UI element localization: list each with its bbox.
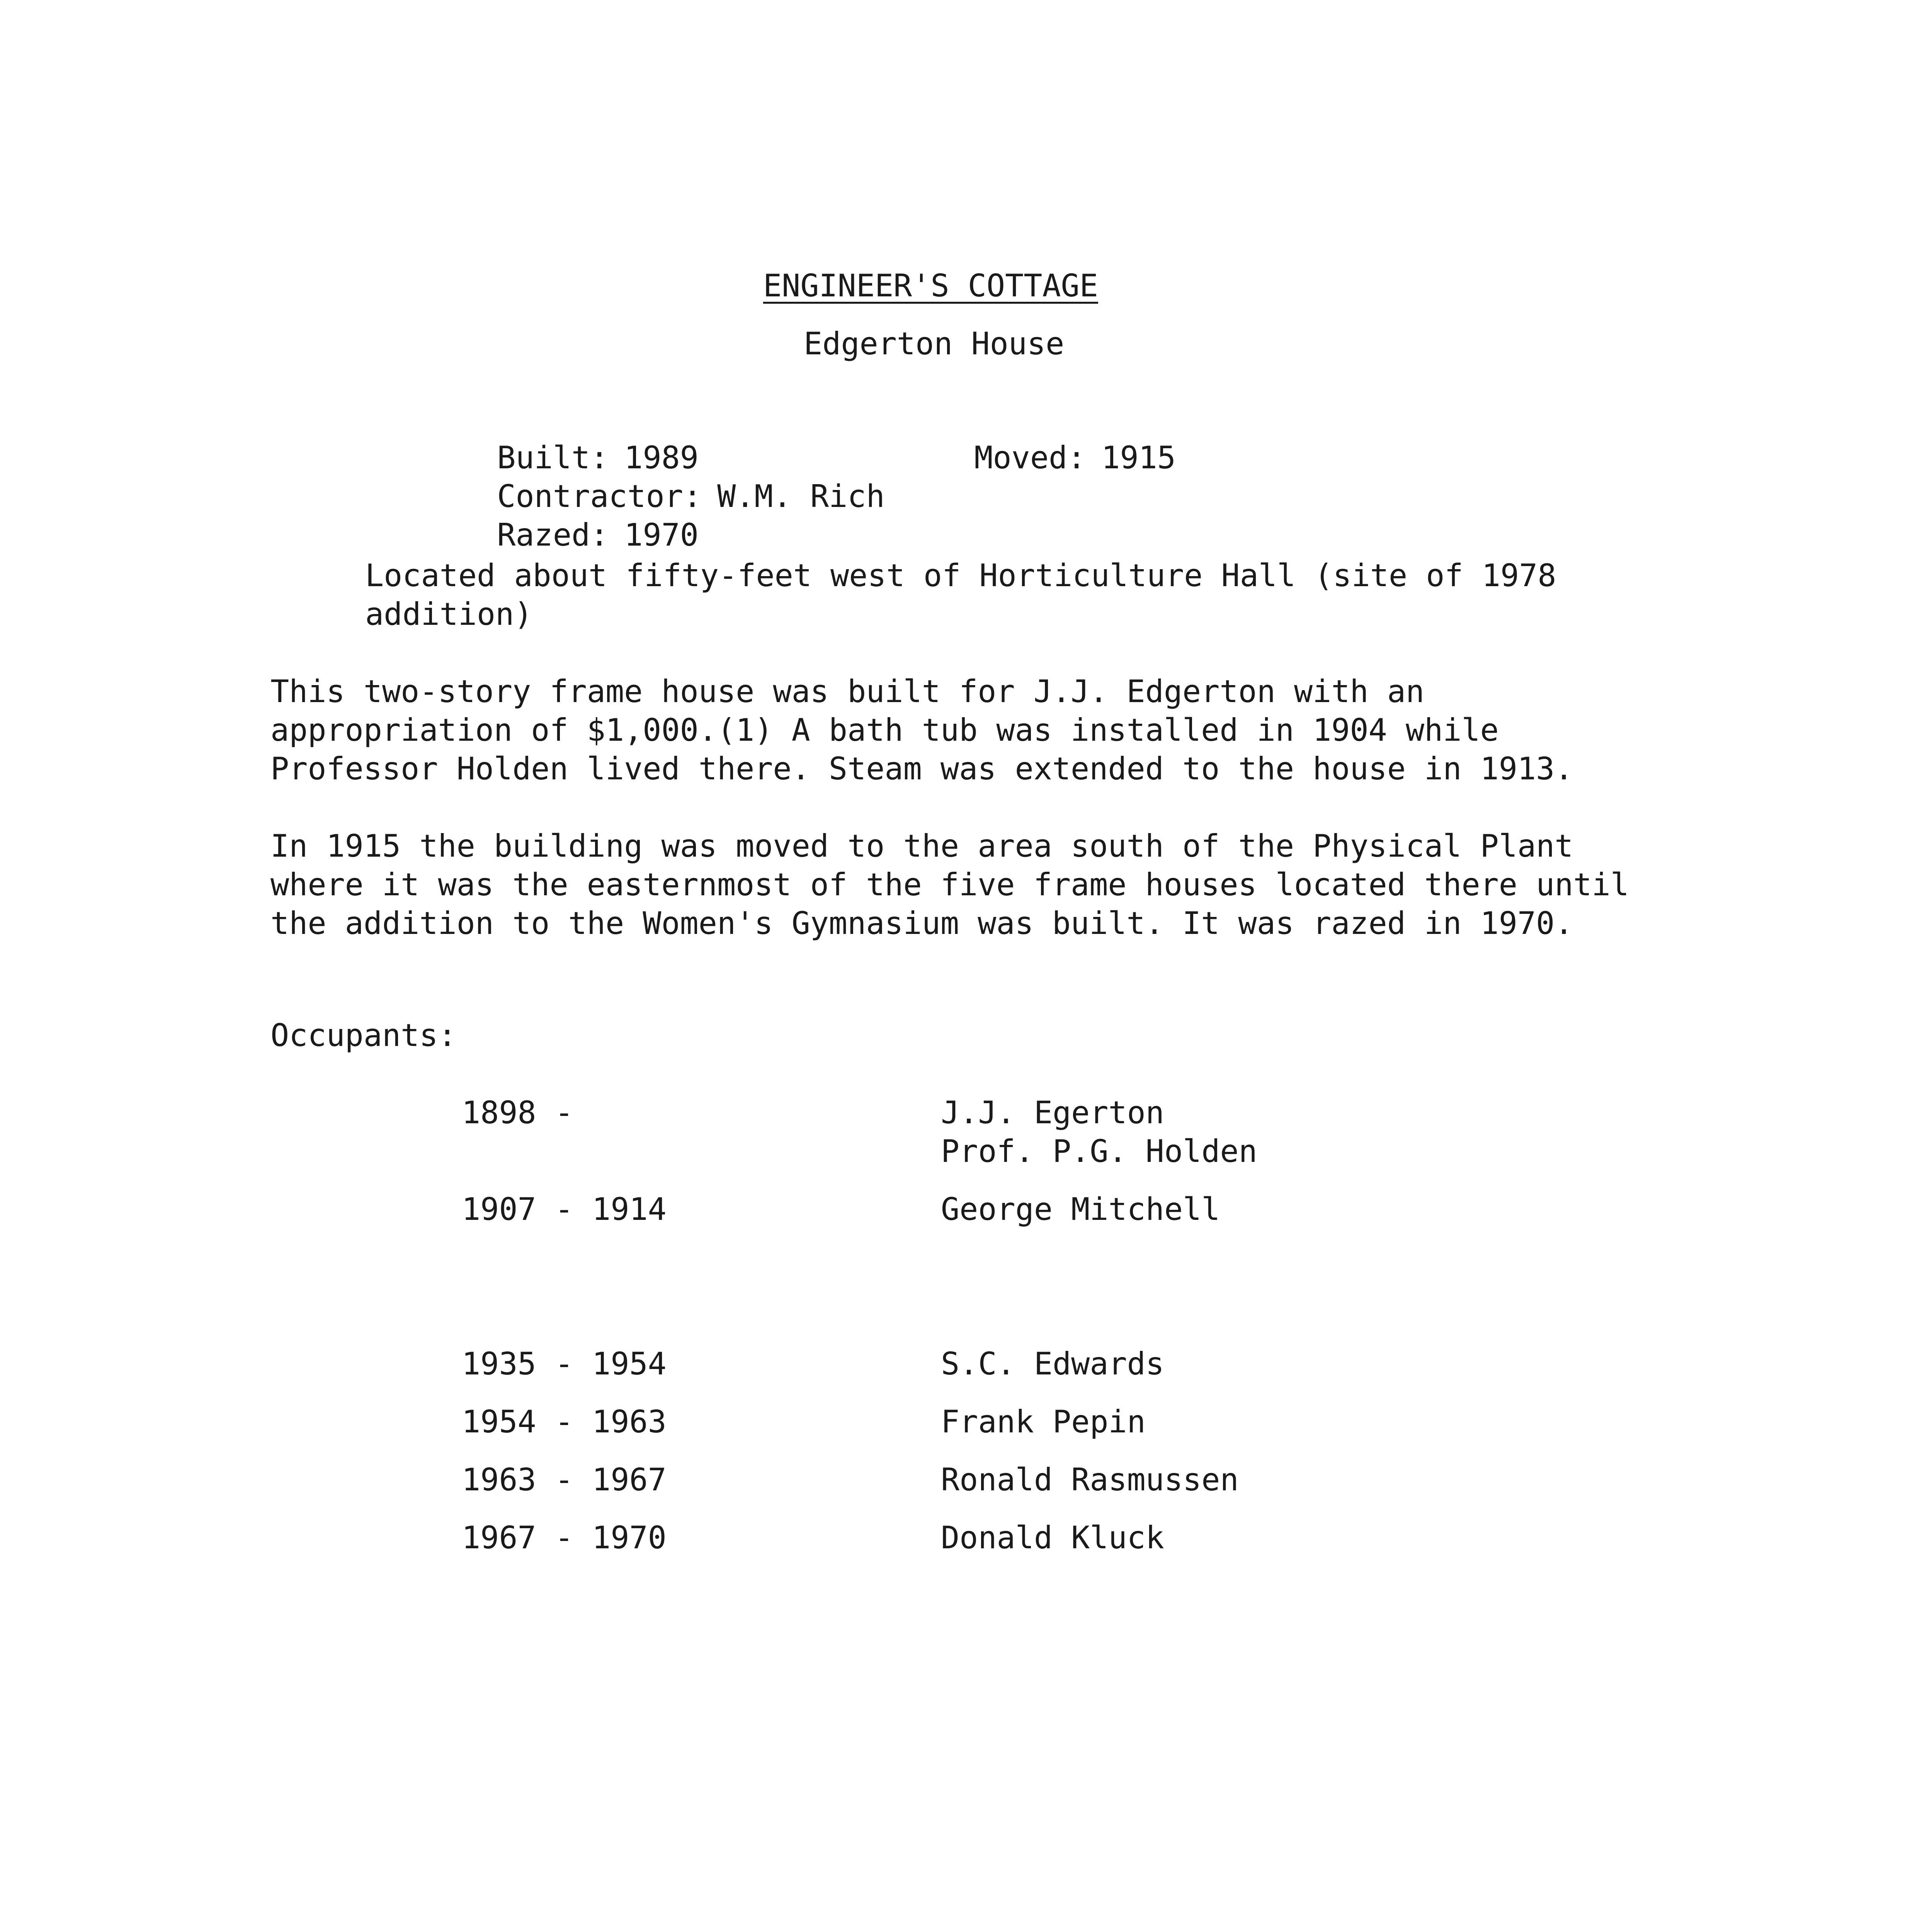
occupant-name: S.C. Edwards [941,1346,1164,1382]
occupants-heading: Occupants: [270,1017,457,1053]
moved-label: Moved: [974,440,1086,476]
occupant-years: 1898 - [462,1095,573,1131]
contractor-label: Contractor: [497,478,702,514]
occupant-row-continued [0,1132,1932,1171]
occupant-row [0,1461,1932,1499]
occupant-name: Ronald Rasmussen [941,1462,1239,1498]
occupant-years: 1963 - 1967 [462,1462,667,1498]
page-title: ENGINEER'S COTTAGE [763,268,1098,304]
occupant-years: 1935 - 1954 [462,1346,667,1382]
occupant-row [0,1190,1932,1229]
occupant-years: 1954 - 1963 [462,1404,667,1440]
occupant-name: J.J. Egerton [941,1095,1164,1131]
contractor-value: W.M. Rich [717,478,885,514]
occupant-name: Frank Pepin [941,1404,1146,1440]
history-paragraph-1: This two-story frame house was built for J.J. Edgerton with an appropriation of $1,000.(1) A bath tub was installed in 1904 while Professor Holden lived there. Steam was extended to the house in 1913. [270,673,1573,787]
occupant-name: Donald Kluck [941,1520,1164,1556]
occupant-row [0,1519,1932,1557]
moved-value: 1915 [1101,440,1176,476]
occupant-name: George Mitchell [941,1191,1220,1227]
location-note: Located about fifty-feet west of Horticulture Hall (site of 1978 addition) [365,558,1556,632]
moved-row [937,400,1176,477]
occupant-row [0,1345,1932,1383]
occupant-years: 1967 - 1970 [462,1520,667,1556]
page-subtitle: Edgerton House [804,326,1065,362]
occupant-years: 1907 - 1914 [462,1191,667,1227]
razed-value: 1970 [624,517,699,553]
built-label: Built: [497,440,609,476]
razed-label: Razed: [497,517,609,553]
history-paragraph-2: In 1915 the building was moved to the area south of the Physical Plant where it was the easternmost of the five frame houses located there until the addition to the Women's Gymnasium was built. It was razed in 1970. [270,828,1629,941]
occupant-row [0,1094,1932,1132]
built-value: 1989 [624,440,699,476]
occupant-row [0,1403,1932,1441]
razed-row [460,477,699,554]
occupant-name: Prof. P.G. Holden [941,1133,1257,1169]
